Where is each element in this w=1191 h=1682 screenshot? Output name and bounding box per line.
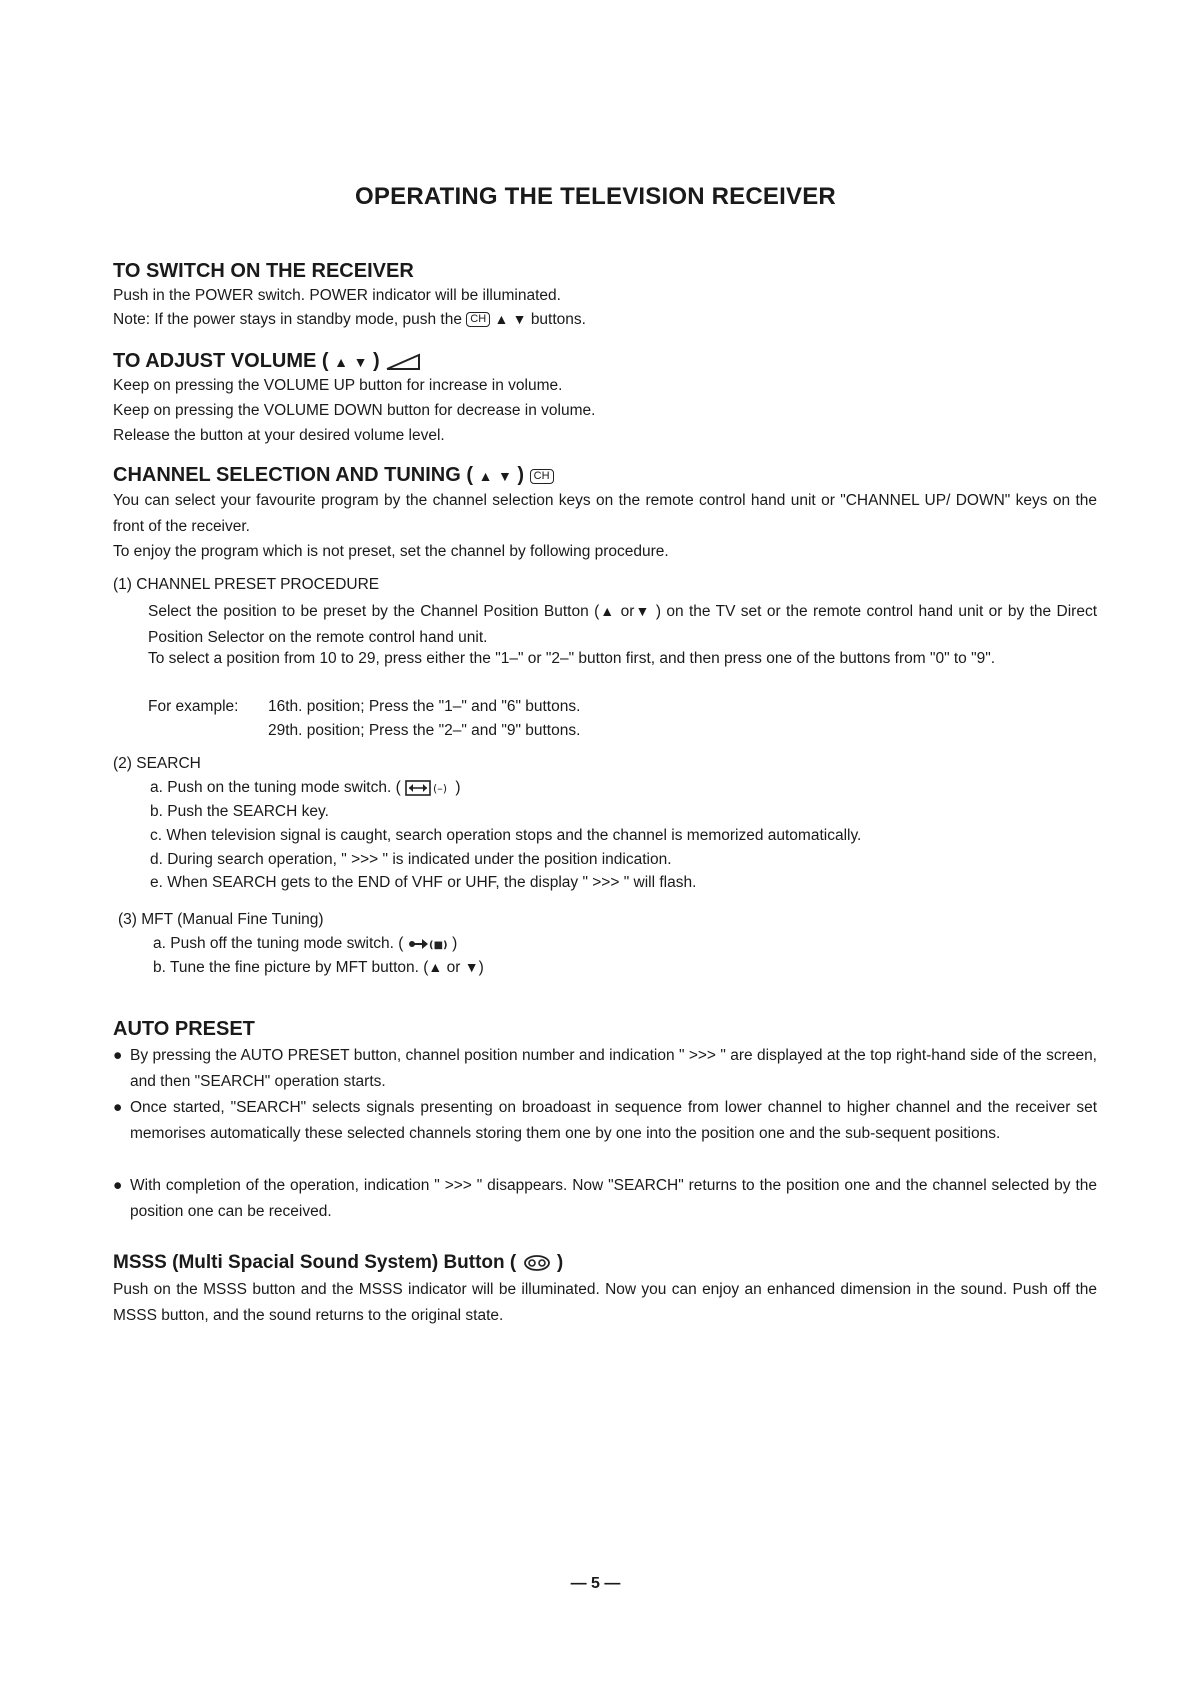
channel-intro-2: To enjoy the program which is not preset, set the channel by following procedure. — [113, 543, 669, 560]
search-step-e: e. When SEARCH gets to the END of VHF or UHF, the display " >>> " will flash. — [150, 874, 697, 891]
tuning-off-icon — [408, 937, 448, 951]
msss-heading-label: MSSS (Multi Spacial Sound System) Button ( — [113, 1252, 517, 1273]
up-arrow-icon: ▲ — [494, 311, 509, 327]
search-step-d: d. During search operation, " >>> " is indicated under the position indication. — [150, 851, 672, 868]
ch-key-icon: CH — [530, 469, 554, 484]
svg-text:(–): (–) — [433, 781, 448, 795]
msss-icon — [522, 1254, 552, 1272]
volume-heading-close: ) — [372, 350, 380, 372]
ch-key-icon: CH — [466, 312, 490, 327]
down-arrow-icon: ▼ — [512, 311, 527, 327]
switch-on-heading: TO SWITCH ON THE RECEIVER — [113, 260, 414, 282]
up-arrow-icon: ▲ — [334, 354, 348, 370]
mft-step-a — [153, 935, 457, 953]
up-arrow-icon: ▲ — [478, 468, 493, 484]
down-arrow-icon: ▼ — [353, 354, 368, 370]
auto-preset-heading: AUTO PRESET — [113, 1018, 255, 1040]
mft-step-a-close: ) — [452, 935, 458, 952]
search-step-b: b. Push the SEARCH key. — [150, 803, 329, 820]
auto-preset-text-1: By pressing the AUTO PRESET button, channel position number and indication " >>> " are displayed at the top right-hand side of the screen, and then "SEARCH" operation starts. — [130, 1047, 1097, 1090]
preset-example-label: For example: — [148, 698, 239, 715]
auto-preset-text-3: With completion of the operation, indication " >>> " disappears. Now "SEARCH" returns to the position one and the channel selected by the position one can be received. — [130, 1177, 1097, 1220]
preset-or: or — [620, 603, 635, 620]
down-arrow-icon: ▼ — [497, 468, 512, 484]
page-number: — 5 — — [570, 1575, 621, 1592]
volume-wedge-icon — [385, 353, 421, 371]
msss-heading — [113, 1252, 563, 1274]
bullet-icon: ● — [113, 1047, 123, 1064]
preset-text-b: ) on the TV set or the remote control hand unit or by the Direct Position Selector on the remote control hand unit. — [148, 603, 1097, 646]
auto-preset-bullet-3 — [113, 1173, 1097, 1225]
search-title: (2) SEARCH — [113, 755, 201, 772]
preset-example-1: 16th. position; Press the "1–" and "6" buttons. — [268, 698, 581, 715]
mft-step-b-text: b. Tune the fine picture by MFT button. ( — [153, 959, 429, 976]
auto-preset-bullet-1 — [113, 1043, 1097, 1095]
mft-step-b-or: or — [446, 959, 461, 976]
up-arrow-icon: ▲ — [428, 959, 443, 975]
mft-step-b-close: ) — [478, 959, 484, 976]
volume-heading-label: TO ADJUST VOLUME ( — [113, 350, 329, 372]
volume-line-1: Keep on pressing the VOLUME UP button for increase in volume. — [113, 377, 563, 394]
preset-title: (1) CHANNEL PRESET PROCEDURE — [113, 576, 380, 593]
channel-heading-close: ) — [517, 464, 525, 486]
down-arrow-icon: ▼ — [634, 603, 651, 619]
volume-heading — [113, 350, 421, 373]
switch-on-text: Push in the POWER switch. POWER indicator will be illuminated. — [113, 287, 561, 304]
preset-text-a: Select the position to be preset by the Channel Position Button ( — [148, 603, 600, 620]
note-suffix: buttons. — [530, 311, 586, 328]
note-prefix: Note: If the power stays in standby mode, push the — [113, 311, 462, 328]
bullet-icon: ● — [113, 1099, 123, 1116]
search-step-c: c. When television signal is caught, search operation stops and the channel is memorized automatically. — [150, 827, 862, 844]
mft-step-b — [153, 959, 484, 977]
switch-on-note — [113, 311, 586, 329]
tuning-on-icon — [405, 780, 451, 796]
channel-heading — [113, 464, 554, 487]
preset-para-1 — [148, 598, 1097, 651]
msss-text: Push on the MSSS button and the MSSS indicator will be illuminated. Now you can enjoy an enhanced dimension in the sound. Push off the MSSS button, and the sound returns to the original state. — [113, 1281, 1097, 1324]
bullet-icon: ● — [113, 1177, 123, 1194]
auto-preset-text-2: Once started, "SEARCH" selects signals presenting on broadoast in sequence from lower channel to higher channel and the receiver set memorises automatically these selected channels storing them one by one into the position one and the sub-sequent positions. — [130, 1099, 1097, 1142]
search-step-a — [150, 779, 461, 797]
preset-example-2: 29th. position; Press the "2–" and "9" buttons. — [268, 722, 581, 739]
channel-intro: You can select your favourite program by the channel selection keys on the remote control hand unit or "CHANNEL UP/ DOWN" keys on the front of the receiver. — [113, 492, 1097, 535]
page-title: OPERATING THE TELEVISION RECEIVER — [355, 183, 836, 210]
msss-heading-close: ) — [556, 1252, 564, 1273]
preset-para-2: To select a position from 10 to 29, press either the "1–" or "2–" button first, and then press one of the buttons from "0" to "9". — [148, 650, 996, 667]
svg-text:(■): (■) — [428, 939, 448, 951]
search-step-a-close: ) — [455, 779, 461, 796]
mft-step-a-text: a. Push off the tuning mode switch. ( — [153, 935, 404, 952]
volume-line-2: Keep on pressing the VOLUME DOWN button for decrease in volume. — [113, 402, 596, 419]
up-arrow-icon: ▲ — [599, 603, 616, 619]
down-arrow-icon: ▼ — [464, 959, 479, 975]
auto-preset-bullet-2 — [113, 1095, 1097, 1147]
mft-title: (3) MFT (Manual Fine Tuning) — [118, 911, 324, 928]
channel-heading-label: CHANNEL SELECTION AND TUNING ( — [113, 464, 473, 486]
volume-line-3: Release the button at your desired volume level. — [113, 427, 445, 444]
search-step-a-text: a. Push on the tuning mode switch. ( — [150, 779, 401, 796]
